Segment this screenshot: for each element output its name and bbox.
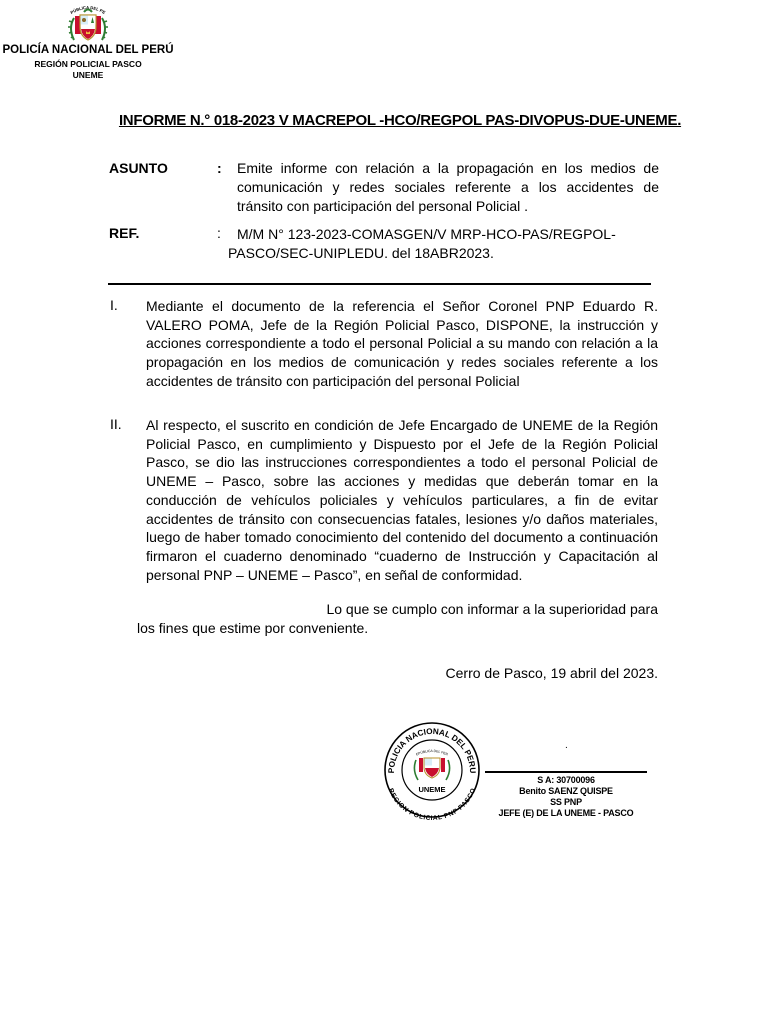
seal-top-text: POLICIA NACIONAL DEL PERU (386, 726, 478, 774)
ref-label: REF. (109, 225, 140, 241)
paragraph-body: Al respecto, el suscrito en condición de Jefe Encargado de UNEME de la Región Policial Pasco, en cumplimiento y Dispuesto por el Jefe de la Región Policial Pasco, se dio las instrucciones correspondientes a todo el personal Policial de UNEME – Pasco, sobre las acciones y medidas que deberán tomar en la conducción de vehículos policiales y vehículos particulares, a fin de evitar accidentes de tránsito con consecuencias fatales, lesiones y/o daños materiales, luego de haber tomado conocimiento del contenido del documento a continuación firmaron el cuaderno denominado “cuaderno de Instrucción y Capacitación al personal PNP – UNEME – Pasco”, en señal de conformidad. (146, 417, 658, 583)
seal-center-text: UNEME (418, 785, 446, 794)
svg-text:REPÚBLICA DEL PERÚ (60, 2, 106, 15)
ref-text-line1: M/M N° 123-2023-COMASGEN/V MRP-HCO-PAS/REGPOL- (237, 226, 616, 242)
paragraph-body: Mediante el documento de la referencia el Señor Coronel PNP Eduardo R. VALERO POMA, Jefe de la Región Policial Pasco, DISPONE, la instrucción y acciones correspondiente a todo el personal Policial a su mando con relación a la propagación en los medios de comunicación y redes sociales referente a los accidentes de tránsito con participación del personal Policial (146, 298, 658, 389)
seal-bottom-text: REGION POLICIAL PNP PASCO (386, 787, 478, 820)
asunto-label: ASUNTO (109, 160, 168, 176)
national-crest-icon (60, 2, 116, 46)
signature-name: Benito SAENZ QUISPE (519, 786, 613, 796)
asunto-text: Emite informe con relación a la propagación en los medios de comunicación y redes sociales referente a los accidentes de tránsito con participación del personal Policial . (237, 160, 659, 214)
signature-rank: SS PNP (550, 797, 582, 807)
closing-line: Lo que se cumplo con informar a la superioridad para (326, 601, 658, 617)
signature-position: JEFE (E) DE LA UNEME - PASCO (498, 808, 634, 818)
signature-line (485, 771, 647, 773)
ref-text-line2: PASCO/SEC-UNIPLEDU. del 18ABR2023. (228, 245, 494, 261)
signature-mark: . (565, 740, 568, 751)
closing-line: los fines que estime por conveniente. (137, 620, 369, 636)
institution-name: POLICÍA NACIONAL DEL PERÚ (2, 44, 174, 56)
report-title: INFORME N.° 018-2023 V MACREPOL -HCO/REGPOL PAS-DIVOPUS-DUE-UNEME. (118, 112, 682, 129)
paragraph-number: I. (110, 297, 118, 313)
separator-rule (108, 283, 651, 285)
paragraph-number: II. (110, 416, 122, 432)
unit-name: UNEME (72, 70, 104, 80)
asunto-colon: : (217, 160, 222, 176)
seal-inner-banner: EPÚBLICA DEL PER (415, 748, 449, 757)
signature-id: S A: 30700096 (537, 775, 595, 785)
ref-colon: : (217, 225, 221, 241)
place-and-date: Cerro de Pasco, 19 abril del 2023. (445, 665, 658, 681)
region-name: REGIÓN POLICIAL PASCO (34, 59, 142, 69)
crest-banner-text: PÚBLICA DEL PE (69, 4, 107, 16)
